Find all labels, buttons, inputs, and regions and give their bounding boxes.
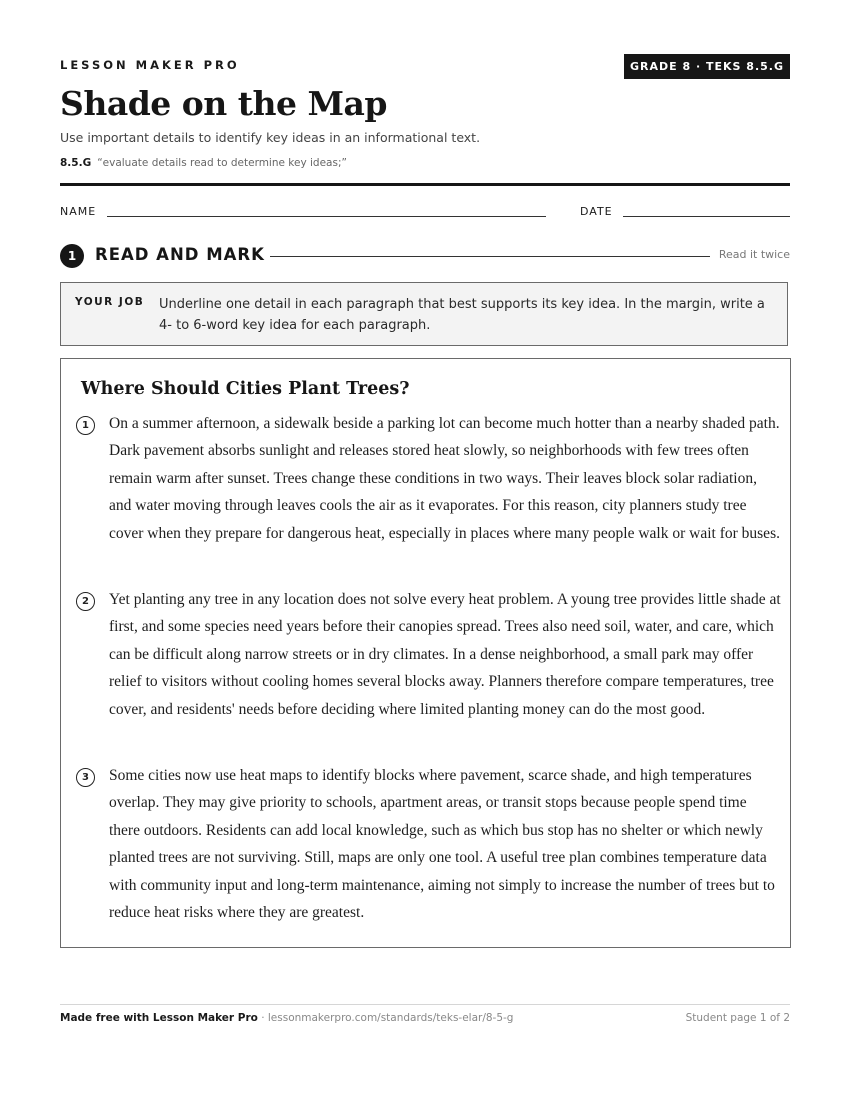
section-note: Read it twice	[718, 248, 790, 261]
instructions-label: YOUR JOB	[75, 296, 145, 308]
footer-made-with: Made free with Lesson Maker Pro	[60, 1012, 258, 1024]
standard-quote: “evaluate details read to determine key ideas;”	[97, 157, 347, 169]
name-label: NAME	[60, 205, 97, 218]
section-number: 1	[60, 244, 84, 268]
paragraph-text: Some cities now use heat maps to identify blocks where pavement, scarce shade, and high temperatures overlap. They may give priority to schools, apartment areas, or transit stops because people spend time there outdoors. Residents can add local knowledge, such as which bus stop has no shelter or which newly planted trees are not surviving. Still, maps are only one tool. A useful tree plan combines temperature data with community input and long-term maintenance, aiming not simply to increase the number of trees but to reduce heat risks where they are greatest.	[109, 767, 775, 922]
reading-passage	[60, 358, 791, 948]
date-field[interactable]	[623, 216, 790, 217]
name-field[interactable]	[107, 216, 546, 217]
paragraph-text: Yet planting any tree in any location does not solve every heat problem. A young tree provides little shade at first, and some species need years before their canopies spread. Trees also need soil, water, and care, which can be difficult along narrow streets or in dry climates. In a dense neighborhood, a small park may offer relief to visitors without cooling homes several blocks away. Planners therefore compare temperatures, tree cover, and residents' needs before deciding where limited planting money can do the most good.	[109, 591, 781, 718]
paragraph-number: 3	[76, 768, 95, 787]
standard-line	[60, 157, 347, 169]
paragraph-number: 1	[76, 416, 95, 435]
brand-name: LESSON MAKER PRO	[60, 58, 240, 72]
standard-code: 8.5.G	[60, 157, 92, 169]
footer-credit	[60, 1012, 513, 1024]
worksheet-subtitle: Use important details to identify key ideas in an informational text.	[60, 130, 481, 145]
date-label: DATE	[580, 205, 613, 218]
footer-divider	[60, 1004, 790, 1005]
footer-url[interactable]: · lessonmakerpro.com/standards/teks-elar/8-5-g	[257, 1012, 514, 1024]
header-divider	[60, 183, 790, 186]
worksheet-title: Shade on the Map	[60, 84, 387, 123]
paragraph-number: 2	[76, 592, 95, 611]
grade-badge: GRADE 8 · TEKS 8.5.G	[624, 54, 790, 79]
page-indicator: Student page 1 of 2	[685, 1012, 790, 1024]
section-divider	[270, 256, 710, 257]
passage-title: Where Should Cities Plant Trees?	[81, 379, 410, 399]
section-title: READ AND MARK	[95, 245, 265, 264]
paragraph-text: On a summer afternoon, a sidewalk beside a parking lot can become much hotter than a nearby shaded path. Dark pavement absorbs sunlight and releases stored heat slowly, so neighborhoods with few trees often remain warm after sunset. Trees change these conditions in two ways. Their leaves block solar radiation, and water moving through leaves cools the air as it evaporates. For this reason, city planners study tree cover when they prepare for dangerous heat, especially in places where many people walk or wait for buses.	[109, 415, 780, 542]
instructions-text: Underline one detail in each paragraph that best supports its key idea. In the margin, write a 4- to 6-word key idea for each paragraph.	[159, 297, 765, 333]
instructions-box	[60, 282, 788, 346]
